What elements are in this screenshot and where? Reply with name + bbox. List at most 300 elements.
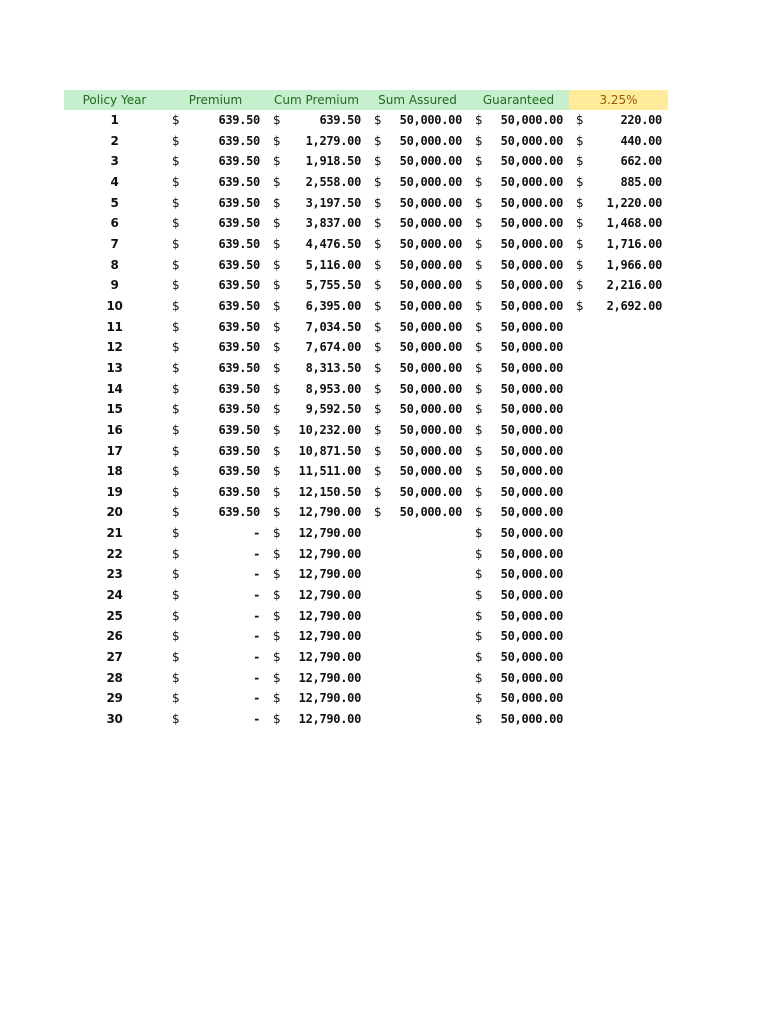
currency-symbol: $ [273,546,281,561]
cum-premium-cell [266,337,367,358]
amount: 12,790.00 [298,670,361,685]
amount: - [253,546,260,561]
currency-symbol: $ [374,319,382,334]
rate-value-cell [569,131,668,152]
guaranteed-cell [468,441,569,462]
currency-symbol: $ [172,195,180,210]
cum-premium-cell [266,709,367,730]
amount: 639.50 [218,154,260,169]
policy-year-cell: 6 [110,216,119,231]
currency-symbol: $ [374,402,382,417]
currency-symbol: $ [172,588,180,603]
guaranteed-cell [468,275,569,296]
currency-symbol: $ [374,154,382,169]
sum-assured-cell [367,564,468,585]
amount: 1,220.00 [606,195,662,210]
currency-symbol: $ [273,484,281,499]
sum-assured-cell [367,544,468,565]
sum-assured-cell [367,172,468,193]
table-row [64,234,668,255]
amount: 50,000.00 [500,174,563,189]
amount: 50,000.00 [399,402,462,417]
table-row [64,337,668,358]
amount: 639.50 [218,174,260,189]
table-row [64,523,668,544]
currency-symbol: $ [172,464,180,479]
table-row [64,193,668,214]
policy-year-cell: 7 [110,236,119,251]
currency-symbol: $ [273,670,281,685]
guaranteed-cell [468,461,569,482]
premium-cell [165,275,266,296]
currency-symbol: $ [576,113,584,127]
table-row [64,647,668,668]
rate-value-cell [569,275,668,296]
premium-cell [165,234,266,255]
cum-premium-cell [266,193,367,214]
guaranteed-cell [468,523,569,544]
currency-symbol: $ [273,381,281,396]
amount: 50,000.00 [500,216,563,231]
policy-year-cell: 16 [106,422,123,437]
currency-symbol: $ [172,236,180,251]
currency-symbol: $ [475,588,483,603]
guaranteed-cell [468,151,569,172]
currency-symbol: $ [273,691,281,706]
policy-year-cell: 9 [110,278,119,293]
guaranteed-cell [468,399,569,420]
cum-premium-cell [266,317,367,338]
amount: 50,000.00 [500,422,563,437]
amount: 50,000.00 [399,484,462,499]
policy-year-cell: 3 [110,154,119,169]
currency-symbol: $ [172,174,180,189]
cum-premium-cell [266,502,367,523]
amount: 50,000.00 [500,650,563,665]
currency-symbol: $ [475,670,483,685]
sum-assured-cell [367,420,468,441]
cum-premium-cell [266,420,367,441]
rate-value-cell [569,606,668,627]
currency-symbol: $ [172,257,180,272]
amount: 639.50 [218,319,260,334]
currency-symbol: $ [172,567,180,582]
table-row [64,255,668,276]
amount: 12,150.50 [298,484,361,499]
currency-symbol: $ [475,443,483,458]
amount: 50,000.00 [500,464,563,479]
rate-value-cell [569,647,668,668]
rate-value-cell [569,502,668,523]
cum-premium-cell [266,275,367,296]
premium-cell [165,606,266,627]
sum-assured-cell [367,606,468,627]
amount: 639.50 [218,360,260,375]
amount: 50,000.00 [500,113,563,127]
currency-symbol: $ [374,216,382,231]
currency-symbol: $ [273,402,281,417]
currency-symbol: $ [172,484,180,499]
currency-symbol: $ [374,257,382,272]
currency-symbol: $ [374,464,382,479]
currency-symbol: $ [374,340,382,355]
amount: 639.50 [218,298,260,313]
amount: 50,000.00 [500,154,563,169]
table-row [64,110,668,131]
table-row [64,296,668,317]
currency-symbol: $ [273,567,281,582]
sum-assured-cell [367,131,468,152]
currency-symbol: $ [172,360,180,375]
header-policy-year: Policy Year [64,90,165,110]
currency-symbol: $ [576,154,584,169]
cum-premium-cell [266,523,367,544]
currency-symbol: $ [273,422,281,437]
currency-symbol: $ [475,505,483,520]
currency-symbol: $ [374,505,382,520]
currency-symbol: $ [273,443,281,458]
amount: - [253,629,260,644]
guaranteed-cell [468,502,569,523]
policy-year-cell: 22 [106,546,123,561]
cum-premium-cell [266,606,367,627]
amount: 10,232.00 [298,422,361,437]
policy-year-cell: 14 [106,381,123,396]
table-row [64,606,668,627]
policy-year-cell: 2 [110,133,119,148]
amount: 1,716.00 [606,236,662,251]
amount: 639.50 [218,422,260,437]
guaranteed-cell [468,172,569,193]
sum-assured-cell [367,647,468,668]
cum-premium-cell [266,255,367,276]
amount: 12,790.00 [298,546,361,561]
currency-symbol: $ [273,712,281,727]
amount: 50,000.00 [399,236,462,251]
amount: 50,000.00 [500,236,563,251]
sum-assured-cell [367,379,468,400]
rate-value-cell [569,668,668,689]
sum-assured-cell [367,296,468,317]
premium-cell [165,193,266,214]
policy-year-cell: 15 [106,402,123,417]
amount: 7,034.50 [305,319,361,334]
premium-cell [165,502,266,523]
premium-cell [165,482,266,503]
currency-symbol: $ [475,546,483,561]
amount: 50,000.00 [500,443,563,458]
cum-premium-cell [266,213,367,234]
amount: - [253,691,260,706]
table-row [64,317,668,338]
amount: 50,000.00 [399,133,462,148]
cum-premium-cell [266,564,367,585]
sum-assured-cell [367,626,468,647]
header-premium: Premium [165,90,266,110]
guaranteed-cell [468,585,569,606]
currency-symbol: $ [172,216,180,231]
cum-premium-cell [266,151,367,172]
policy-year-cell: 29 [106,691,123,706]
amount: 220.00 [620,113,662,127]
premium-cell [165,688,266,709]
rate-value-cell [569,544,668,565]
currency-symbol: $ [273,650,281,665]
currency-symbol: $ [475,402,483,417]
amount: 50,000.00 [399,340,462,355]
table-row [64,688,668,709]
header-row [64,90,668,110]
premium-cell [165,213,266,234]
premium-cell [165,337,266,358]
currency-symbol: $ [475,381,483,396]
table-row [64,461,668,482]
cum-premium-cell [266,482,367,503]
policy-year-cell: 1 [110,113,119,127]
amount: - [253,567,260,582]
premium-cell [165,709,266,730]
rate-value-cell [569,172,668,193]
guaranteed-cell [468,110,569,131]
amount: - [253,608,260,623]
cum-premium-cell [266,234,367,255]
amount: 12,790.00 [298,588,361,603]
amount: 639.50 [218,278,260,293]
rate-value-cell [569,110,668,131]
currency-symbol: $ [374,484,382,499]
amount: 50,000.00 [399,298,462,313]
currency-symbol: $ [172,319,180,334]
rate-value-cell [569,317,668,338]
sum-assured-cell [367,213,468,234]
currency-symbol: $ [172,650,180,665]
sum-assured-cell [367,234,468,255]
amount: - [253,526,260,541]
currency-symbol: $ [172,629,180,644]
cum-premium-cell [266,296,367,317]
currency-symbol: $ [475,154,483,169]
rate-value-cell [569,523,668,544]
amount: 5,755.50 [305,278,361,293]
currency-symbol: $ [475,133,483,148]
currency-symbol: $ [172,278,180,293]
guaranteed-cell [468,193,569,214]
currency-symbol: $ [273,278,281,293]
rate-value-cell [569,255,668,276]
currency-symbol: $ [475,298,483,313]
rate-value-cell [569,585,668,606]
amount: 50,000.00 [399,505,462,520]
sum-assured-cell [367,482,468,503]
guaranteed-cell [468,688,569,709]
table-row [64,172,668,193]
premium-cell [165,461,266,482]
cum-premium-cell [266,544,367,565]
amount: 7,674.00 [305,340,361,355]
currency-symbol: $ [172,381,180,396]
amount: - [253,650,260,665]
sum-assured-cell [367,317,468,338]
cum-premium-cell [266,110,367,131]
guaranteed-cell [468,337,569,358]
premium-cell [165,564,266,585]
currency-symbol: $ [475,236,483,251]
amount: 662.00 [620,154,662,169]
table-row [64,482,668,503]
cum-premium-cell [266,626,367,647]
amount: 639.50 [218,257,260,272]
currency-symbol: $ [475,216,483,231]
currency-symbol: $ [172,546,180,561]
header-guaranteed: Guaranteed [468,90,569,110]
guaranteed-cell [468,647,569,668]
amount: 50,000.00 [399,381,462,396]
amount: 50,000.00 [500,608,563,623]
currency-symbol: $ [273,340,281,355]
amount: 639.50 [218,484,260,499]
rate-value-cell [569,337,668,358]
policy-year-cell: 8 [110,257,119,272]
table-row [64,151,668,172]
amount: 50,000.00 [500,712,563,727]
currency-symbol: $ [374,113,382,127]
guaranteed-cell [468,564,569,585]
table-row [64,626,668,647]
premium-cell [165,626,266,647]
sum-assured-cell [367,275,468,296]
amount: 12,790.00 [298,526,361,541]
rate-value-cell [569,482,668,503]
currency-symbol: $ [475,629,483,644]
currency-symbol: $ [172,608,180,623]
amount: 12,790.00 [298,691,361,706]
rate-value-cell [569,296,668,317]
currency-symbol: $ [172,340,180,355]
cum-premium-cell [266,131,367,152]
amount: 50,000.00 [500,629,563,644]
rate-value-cell [569,441,668,462]
amount: - [253,712,260,727]
amount: 3,197.50 [305,195,361,210]
amount: 50,000.00 [500,381,563,396]
rate-value-cell [569,151,668,172]
amount: 639.50 [218,133,260,148]
cum-premium-cell [266,647,367,668]
amount: - [253,588,260,603]
policy-year-cell: 17 [106,443,123,458]
premium-cell [165,172,266,193]
currency-symbol: $ [172,422,180,437]
amount: 50,000.00 [500,505,563,520]
currency-symbol: $ [576,298,584,313]
guaranteed-cell [468,709,569,730]
currency-symbol: $ [475,174,483,189]
amount: 3,837.00 [305,216,361,231]
currency-symbol: $ [273,608,281,623]
rate-value-cell [569,358,668,379]
guaranteed-cell [468,213,569,234]
currency-symbol: $ [172,443,180,458]
amount: 1,918.50 [305,154,361,169]
currency-symbol: $ [475,257,483,272]
sum-assured-cell [367,441,468,462]
guaranteed-cell [468,296,569,317]
premium-cell [165,296,266,317]
amount: 12,790.00 [298,629,361,644]
currency-symbol: $ [374,236,382,251]
table-row [64,585,668,606]
table-row [64,358,668,379]
currency-symbol: $ [576,133,584,148]
currency-symbol: $ [172,670,180,685]
amount: 639.50 [319,113,361,127]
amount: 50,000.00 [399,464,462,479]
amount: 639.50 [218,340,260,355]
premium-cell [165,151,266,172]
premium-cell [165,668,266,689]
amount: 50,000.00 [500,670,563,685]
amount: 9,592.50 [305,402,361,417]
currency-symbol: $ [374,298,382,313]
amount: 50,000.00 [500,133,563,148]
currency-symbol: $ [576,278,584,293]
currency-symbol: $ [172,402,180,417]
currency-symbol: $ [273,588,281,603]
table-row [64,420,668,441]
policy-year-cell: 12 [106,340,123,355]
cum-premium-cell [266,461,367,482]
currency-symbol: $ [273,236,281,251]
amount: 12,790.00 [298,505,361,520]
table-row [64,441,668,462]
rate-value-cell [569,564,668,585]
table-row [64,379,668,400]
amount: 50,000.00 [399,216,462,231]
rate-value-cell [569,420,668,441]
cum-premium-cell [266,399,367,420]
amount: 2,216.00 [606,278,662,293]
sum-assured-cell [367,585,468,606]
amount: 639.50 [218,216,260,231]
policy-table [64,90,668,730]
policy-year-cell: 30 [106,712,123,727]
guaranteed-cell [468,317,569,338]
sum-assured-cell [367,461,468,482]
currency-symbol: $ [374,422,382,437]
amount: 639.50 [218,195,260,210]
amount: 50,000.00 [500,691,563,706]
currency-symbol: $ [374,381,382,396]
amount: 50,000.00 [500,257,563,272]
sum-assured-cell [367,523,468,544]
currency-symbol: $ [475,484,483,499]
sum-assured-cell [367,502,468,523]
amount: 1,966.00 [606,257,662,272]
rate-value-cell [569,461,668,482]
currency-symbol: $ [374,133,382,148]
premium-cell [165,317,266,338]
amount: 10,871.50 [298,443,361,458]
currency-symbol: $ [475,278,483,293]
guaranteed-cell [468,420,569,441]
currency-symbol: $ [172,691,180,706]
currency-symbol: $ [273,464,281,479]
table-row [64,213,668,234]
currency-symbol: $ [475,422,483,437]
amount: 1,468.00 [606,216,662,231]
amount: 5,116.00 [305,257,361,272]
header-sum-assured: Sum Assured [367,90,468,110]
